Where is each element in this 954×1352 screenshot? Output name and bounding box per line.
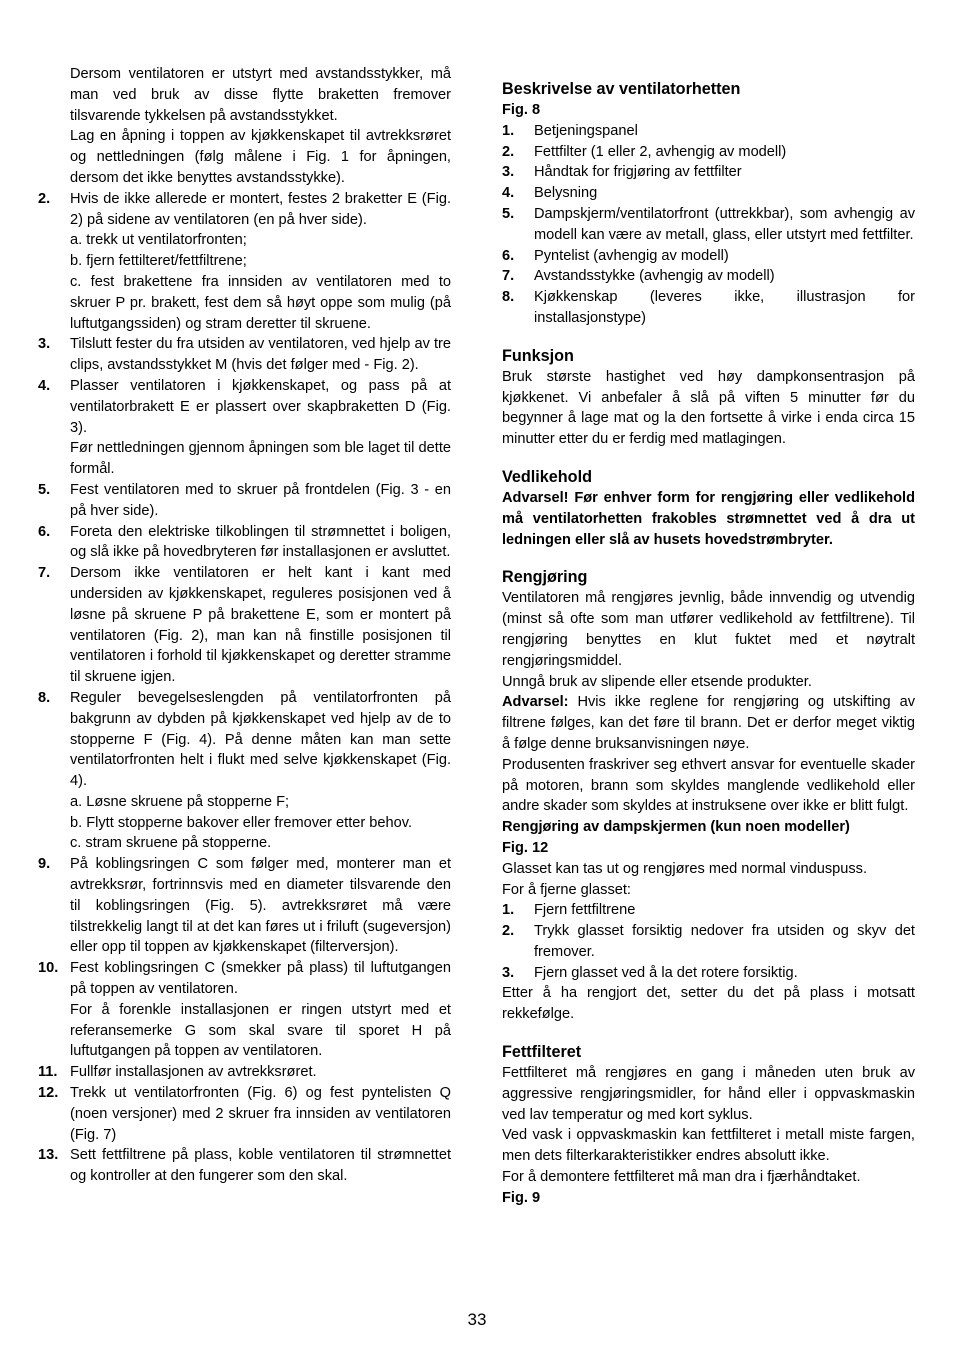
list-item: [502, 121, 915, 142]
item-text: [70, 376, 451, 480]
item-paragraph: Før nettledningen gjennom åpningen som ble laget til dette formål.: [70, 440, 451, 478]
item-number: 3.: [502, 964, 515, 981]
list-item: [38, 563, 451, 688]
item-number: 13.: [38, 1147, 59, 1164]
item-number: 11.: [38, 1064, 58, 1081]
right-column: [502, 78, 915, 1209]
list-item: [502, 142, 915, 163]
item-text: Fettfilter (1 eller 2, avhengig av modell): [534, 143, 787, 160]
step-list: [502, 900, 915, 983]
list-item: [502, 162, 915, 183]
warning-text: Advarsel! Før enhver form for rengjøring eller vedlikehold må ventilatorhetten frakobles strømnettet ved å dra ut ledningen eller slå av husets hovedstrømbryter.: [502, 489, 915, 548]
list-item: [502, 183, 915, 204]
item-number: 3.: [502, 164, 515, 181]
item-text: [70, 563, 451, 688]
item-paragraph: På koblingsringen C som følger med, monterer man et avtrekksrør, fortrinnsvis med en diameter tilsvarende den til koblingsringen (Fig. 5). avtrekksrøret må være tilstrekkelig langt til at det kan føres ut i friluft (sugeversjon) eller opp til toppen av kjøkkenskapet (filterversjon).: [70, 856, 451, 956]
list-item: [38, 1062, 451, 1083]
list-item: [38, 480, 451, 522]
item-number: 2.: [38, 190, 51, 207]
section-funksjon: [502, 345, 915, 450]
item-paragraph: Dersom ikke ventilatoren er helt kant i kant med undersiden av kjøkkenskapet, reguleres posisjonen ved å løsne på skruene P på brakettene E, som er montert på ventilatoren (Fig. 2), man kan nå finstille posisjonen til ventilatoren i forhold til kjøkkenskapet og deretter stramme til skruene igjen.: [70, 565, 451, 686]
item-paragraph: Reguler bevegelseslengden på ventilatorfronten på bakgrunn av dybden på kjøkkenskapet ved hjelp av de to stopperne F (Fig. 4). På denne måten kan man sette ventilatorfronten helt i flukt med selve kjøkkenskapet (Fig. 4).: [70, 689, 451, 790]
item-text: Belysning: [534, 185, 598, 202]
list-item: [38, 522, 451, 564]
body-text: Unngå bruk av slipende eller etsende produkter.: [502, 673, 812, 690]
section-beskrivelse: [502, 78, 915, 329]
item-paragraph: c. fest brakettene fra innsiden av ventilatoren med to skruer P pr. brakett, fest dem så høyt oppe som mulig (på luftutgangssiden) og stram deretter til skruene.: [70, 273, 451, 332]
item-number: 7.: [38, 565, 51, 582]
list-item: [502, 287, 915, 329]
list-item: [502, 204, 915, 246]
section-title: Funksjon: [502, 346, 574, 365]
item-text: [70, 522, 451, 564]
item-number: 9.: [38, 856, 51, 873]
item-number: 2.: [502, 923, 515, 940]
item-text: [70, 1062, 451, 1083]
list-item: [502, 246, 915, 267]
item-number: 3.: [38, 336, 51, 353]
section-title: Fettfilteret: [502, 1043, 582, 1062]
body-text: Fettfilteret må rengjøres en gang i måneden uten bruk av aggressive rengjøringsmidler, for hånd eller i oppvaskmaskin ved lav temperatur og med kort syklus.: [502, 1065, 915, 1123]
item-text: Kjøkkenskap (leveres ikke, illustrasjon for installasjonstype): [534, 289, 915, 326]
list-item: [38, 376, 451, 480]
item-text: Betjeningspanel: [534, 122, 638, 139]
item-number: 1.: [502, 902, 515, 919]
list-item: [502, 266, 915, 287]
item-paragraph: Fullfør installasjonen av avtrekksrøret.: [70, 1064, 317, 1081]
list-item: [502, 921, 915, 963]
item-text: Fjern glasset ved å la det rotere forsiktig.: [534, 964, 798, 981]
item-number: 4.: [502, 185, 515, 202]
item-text: Håndtak for frigjøring av fettfilter: [534, 164, 742, 181]
subsection-title: Rengjøring av dampskjermen (kun noen modeller): [502, 819, 850, 836]
body-text: Hvis ikke reglene for rengjøring og utskifting av filtrene følges, kan det føre til brann. Det er derfor meget viktig å følge denne bruksanvisningen nøye.: [502, 694, 915, 752]
body-text: For å demontere fettfilteret må man dra i fjærhåndtaket.: [502, 1169, 861, 1186]
section-title: Beskrivelse av ventilatorhetten: [502, 80, 741, 98]
item-text: [70, 688, 451, 854]
body-text: Produsenten fraskriver seg ethvert ansvar for eventuelle skader på motoren, brann som skyldes manglende vedlikehold eller andre skader som skyldes at instruksene over ikke er blitt fulgt.: [502, 756, 915, 815]
item-paragraph: Foreta den elektriske tilkoblingen til strømnettet i boligen, og slå ikke på hovedbryteren før installasjonen er avsluttet.: [70, 523, 451, 561]
item-paragraph: a. trekk ut ventilatorfronten;: [70, 232, 247, 249]
item-paragraph: b. fjern fettilteret/fettfiltrene;: [70, 253, 247, 270]
item-paragraph: Trekk ut ventilatorfronten (Fig. 6) og fest pyntelisten Q (noen versjoner) med 2 skruer fra innsiden av ventilatoren (Fig. 7): [70, 1085, 451, 1143]
item-number: 12.: [38, 1085, 59, 1102]
item-number: 8.: [38, 689, 51, 706]
body-text: Etter å ha rengjort det, setter du det på plass i motsatt rekkefølge.: [502, 985, 915, 1023]
item-text: Pyntelist (avhengig av modell): [534, 247, 729, 264]
item-number: 6.: [38, 523, 51, 540]
list-item: [38, 958, 451, 1062]
item-paragraph: b. Flytt stopperne bakover eller fremover etter behov.: [70, 814, 413, 831]
item-text: [70, 480, 451, 522]
item-paragraph: Fest koblingsringen C (smekker på plass) til luftutgangen på toppen av ventilatoren.: [70, 960, 451, 998]
item-paragraph: Tilslutt fester du fra utsiden av ventilatoren, ved hjelp av tre clips, avstandsstykket M (hvis det følger med - Fig. 2).: [70, 336, 451, 374]
list-item: [502, 963, 915, 984]
list-item: [38, 189, 451, 335]
item-paragraph: For å forenkle installasjonen er ringen utstyrt med et referansemerke G som skal svare til sporet H på luftutgangen på toppen av ventilatoren.: [70, 1001, 451, 1060]
item-number: 1.: [502, 122, 515, 139]
body-text: Ventilatoren må rengjøres jevnlig, både innvendig og utvendig (minst så ofte som man utfører vedlikehold av fettfiltrene). Til rengjøring benyttes en klut fuktet med et nøytralt rengjøringsmiddel.: [502, 590, 915, 669]
body-text: Bruk største hastighet ved høy dampkonsentrasjon på kjøkkenet. Vi anbefaler å slå på viften 5 minutter før du begynner å lage mat og la den fortsette å virke i enda circa 15 minutter etter du er ferdig med matlagingen.: [502, 368, 915, 448]
page-number: 33: [467, 1310, 487, 1329]
item-paragraph: c. stram skruene på stopperne.: [70, 835, 272, 852]
list-item: [38, 854, 451, 958]
item-number: 2.: [502, 143, 515, 160]
section-rengjoring: [502, 566, 915, 1025]
installation-steps: [38, 189, 451, 1187]
intro-paragraph-2: Lag en åpning i toppen av kjøkkenskapet til avtrekksrøret og nettledningen (følg målene i Fig. 1 for åpningen, dersom det ikke benyttes avstandsstykke).: [70, 128, 451, 186]
list-item: [38, 1145, 451, 1187]
left-column: [38, 64, 451, 1187]
section-title: Vedlikehold: [502, 467, 592, 486]
intro-paragraph-1: Dersom ventilatoren er utstyrt med avstandsstykker, må man ved bruk av disse flytte braketten fremover tilsvarende tykkelsen på avstandsstykket.: [70, 66, 451, 124]
body-text: Glasset kan tas ut og rengjøres med normal vinduspuss.: [502, 860, 868, 877]
item-text: Dampskjerm/ventilatorfront (uttrekkbar), som avhengig av modell kan være av metall, glass, eller utstyrt med fettfilter.: [534, 205, 915, 243]
item-number: 10.: [38, 960, 59, 977]
item-text: [70, 334, 451, 376]
part-list: [502, 121, 915, 329]
item-text: Trykk glasset forsiktig nedover fra utsiden og skyv det fremover.: [534, 923, 915, 960]
item-text: [70, 1145, 451, 1187]
item-number: 7.: [502, 268, 515, 285]
item-text: Fjern fettfiltrene: [534, 902, 636, 919]
item-paragraph: Fest ventilatoren med to skruer på frontdelen (Fig. 3 - en på hver side).: [70, 481, 451, 519]
figure-ref: Fig. 8: [502, 102, 541, 118]
item-number: 5.: [502, 205, 515, 222]
section-vedlikehold: [502, 466, 915, 550]
item-text: [70, 1083, 451, 1145]
item-text: [70, 958, 451, 1062]
item-paragraph: Hvis de ikke allerede er montert, festes 2 braketter E (Fig. 2) på sidene av ventilatoren (en på hver side).: [70, 190, 451, 228]
item-paragraph: Plasser ventilatoren i kjøkkenskapet, og pass på at ventilatorbrakett E er plassert over skapbraketten D (Fig. 3).: [70, 377, 451, 436]
item-text: Avstandsstykke (avhengig av modell): [534, 268, 775, 285]
body-text: For å fjerne glasset:: [502, 881, 631, 898]
list-item: [38, 334, 451, 376]
list-item: [38, 688, 451, 854]
figure-ref: Fig. 12: [502, 839, 549, 856]
item-text: [70, 189, 451, 335]
item-number: 8.: [502, 289, 515, 306]
item-paragraph: Sett fettfiltrene på plass, koble ventilatoren til strømnettet og kontroller at den fungerer som den skal.: [70, 1147, 451, 1185]
section-fettfilteret: [502, 1041, 915, 1209]
item-text: [70, 854, 451, 958]
list-item: [38, 1083, 451, 1145]
section-title: Rengjøring: [502, 568, 588, 587]
body-text: Ved vask i oppvaskmaskin kan fettfilteret i metall miste fargen, men dets filterkarakteristikker endres absolutt ikke.: [502, 1127, 915, 1165]
item-number: 6.: [502, 247, 515, 264]
list-item: [502, 900, 915, 921]
figure-ref: Fig. 9: [502, 1189, 541, 1206]
warning-paragraph: [502, 692, 915, 754]
item-paragraph: a. Løsne skruene på stopperne F;: [70, 793, 290, 810]
item-number: 5.: [38, 481, 51, 498]
item-number: 4.: [38, 377, 51, 394]
warning-label: Advarsel:: [502, 694, 569, 711]
